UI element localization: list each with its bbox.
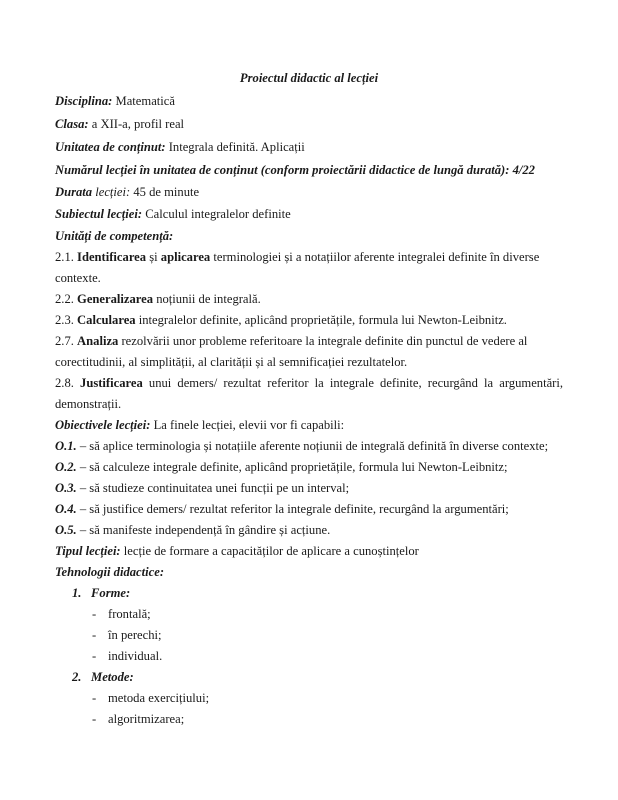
tipul-label: Tipul lecției: (55, 544, 121, 558)
obiectiv-code: O.4. (55, 502, 77, 516)
competenta-2-8-continuation: demonstrații. (55, 397, 122, 411)
obiectiv-text: – să manifeste independență în gândire și acțiune. (76, 523, 331, 537)
obiectiv-code: O.1. (55, 439, 77, 453)
competenta-number: 2.7. (55, 334, 78, 348)
field-numarul (55, 162, 563, 178)
field-subiectul (55, 206, 563, 222)
field-value: Calculul integralelor definite (142, 207, 291, 221)
obiectiv-item (55, 480, 563, 496)
competenta-2-1 (55, 249, 563, 265)
competenta-verb: Identificarea (77, 250, 147, 264)
field-unitati-competenta (55, 228, 563, 244)
tehnologii-label: Tehnologii didactice: (55, 565, 165, 579)
bullet-dash: - (92, 607, 97, 621)
obiectiv-code: O.3. (55, 481, 77, 495)
field-value: Matematică (112, 94, 175, 108)
field-label: Subiectul lecției: (55, 207, 143, 221)
list-item: în perechi; (108, 628, 162, 642)
field-label: Unitatea de conținut: (55, 140, 166, 154)
obiectiv-code: O.2. (55, 460, 77, 474)
field-label: Numărul lecției în unitatea de conținut (conform proiectării didactice de lungă durată): 4/22 (55, 163, 535, 177)
field-clasa (55, 116, 563, 132)
competenta-text: integralelor definite, aplicând proprietățile, formula lui Newton-Leibnitz. (135, 313, 507, 327)
competenta-number: 2.2. (55, 292, 78, 306)
list-heading: Forme: (91, 586, 131, 600)
competenta-2-8 (55, 375, 563, 391)
tipul-value: lecție de formare a capacităților de aplicare a cunoștințelor (120, 544, 419, 558)
list-item: frontală; (108, 607, 151, 621)
field-unitatea (55, 139, 563, 155)
obiective-heading (55, 417, 563, 433)
obiectiv-code: O.5. (55, 523, 77, 537)
competenta-text: terminologiei și a notațiilor aferente integralei definite în diverse (210, 250, 540, 264)
competenta-verb: aplicarea (160, 250, 211, 264)
field-label: Disciplina: (55, 94, 113, 108)
list-item: individual. (108, 649, 163, 663)
field-durata (55, 184, 563, 200)
competenta-number: 2.8. (55, 376, 81, 390)
list-heading: Metode: (91, 670, 134, 684)
field-value: a XII-a, profil real (88, 117, 185, 131)
list-number: 1. (72, 586, 82, 600)
obiectiv-text: – să calculeze integrale definite, aplicând proprietățile, formula lui Newton-Leibnitz; (76, 460, 508, 474)
competenta-number: 2.1. (55, 250, 78, 264)
field-label: Unități de competență: (55, 229, 174, 243)
obiectiv-item (55, 522, 563, 538)
tehnologii-heading (55, 564, 563, 580)
competenta-text: noțiunii de integrală. (153, 292, 261, 306)
competenta-text: și (146, 250, 161, 264)
field-label: Clasa: (55, 117, 89, 131)
competenta-2-7-continuation: corectitudinii, al simplității, al clarității și al semnificației rezultatelor. (55, 355, 408, 369)
field-label-italic: lecției: (92, 185, 131, 199)
obiectiv-item (55, 459, 563, 475)
bullet-dash: - (92, 649, 97, 663)
competenta-2-3 (55, 312, 563, 328)
competenta-2-7 (55, 333, 563, 349)
bullet-dash: - (92, 628, 97, 642)
obiectiv-item (55, 501, 563, 517)
competenta-text: unui demers/ rezultat referitor la integrale definite, recurgând la argumentări, (142, 376, 563, 390)
field-value: Integrala definită. Aplicații (165, 140, 305, 154)
list-number: 2. (72, 670, 82, 684)
field-value: 45 de minute (130, 185, 200, 199)
competenta-verb: Justificarea (80, 376, 143, 390)
competenta-text: rezolvării unor probleme referitoare la integrale definite din punctul de vedere al (118, 334, 528, 348)
competenta-verb: Calcularea (77, 313, 136, 327)
list-item: algoritmizarea; (108, 712, 185, 726)
obiectiv-text: – să studieze continuitatea unei funcții pe un interval; (76, 481, 350, 495)
field-label-bold: Durata (55, 185, 93, 199)
obiective-intro: La finele lecției, elevii vor fi capabili: (150, 418, 345, 432)
document-title: Proiectul didactic al lecției (239, 71, 379, 85)
bullet-dash: - (92, 691, 97, 705)
competenta-2-1-continuation: contexte. (55, 271, 101, 285)
competenta-2-2 (55, 291, 563, 307)
field-disciplina (55, 93, 563, 109)
competenta-verb: Generalizarea (77, 292, 154, 306)
list-item: metoda exercițiului; (108, 691, 210, 705)
obiectiv-text: – să justifice demers/ rezultat referitor la integrale definite, recurgând la argumentări; (76, 502, 509, 516)
obiective-label: Obiectivele lecției: (55, 418, 151, 432)
tipul-lectiei (55, 543, 563, 559)
obiectiv-text: – să aplice terminologia și notațiile aferente noțiunii de integrală definită în diverse contexte; (76, 439, 549, 453)
bullet-dash: - (92, 712, 97, 726)
competenta-verb: Analiza (77, 334, 119, 348)
competenta-number: 2.3. (55, 313, 78, 327)
obiectiv-item (55, 438, 563, 454)
